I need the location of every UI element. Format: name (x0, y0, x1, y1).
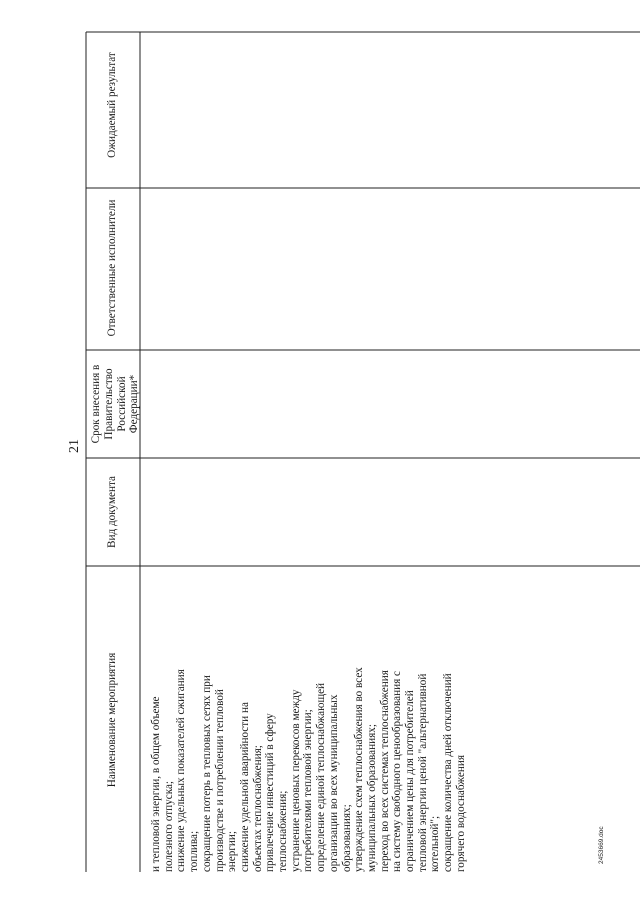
description-line: полезного отпуска; (162, 780, 175, 872)
description-line: привлечение инвестиций в сферу (264, 713, 277, 872)
description-line: горячего водоснабжения (454, 755, 467, 872)
description-line: снижение удельных показателей сжигания (175, 669, 188, 872)
description-line: энергии; (226, 830, 239, 872)
description-line: объектах теплоснабжения; (251, 745, 264, 872)
description-line: ограничением цены для потребителей (404, 690, 417, 872)
description-line: утверждение схем теплоснабжения во всех (353, 667, 366, 872)
description-line: устранение ценовых перекосов между (289, 689, 302, 872)
description-line: снижение удельной аварийности на (238, 702, 251, 872)
description-line: образованиях; (340, 804, 353, 872)
description-line: муниципальных образованиях; (365, 724, 378, 872)
description-line: теплоснабжения; (277, 790, 290, 872)
description-line: переход во всех системах теплоснабжения (378, 670, 391, 872)
description-line: производстве и потреблении тепловой (213, 689, 226, 872)
description-line: котельной"; (429, 815, 442, 872)
description-line: сокращение количества дней отключений (442, 673, 455, 872)
description-line: потребителями тепловой энергии; (302, 709, 315, 872)
description-line: топлива; (188, 830, 201, 872)
description-line: определение единой теплоснабжающей (315, 682, 328, 872)
description-line: на систему свободного ценообразования с (391, 670, 404, 872)
description-line: сокращение потерь в тепловых сетях при (200, 675, 213, 872)
description-line: и тепловой энергии, в общем объеме (150, 696, 162, 872)
description-line: тепловой энергии ценой "альтернативной (416, 673, 429, 872)
description-line: организации во всех муниципальных (327, 694, 340, 872)
